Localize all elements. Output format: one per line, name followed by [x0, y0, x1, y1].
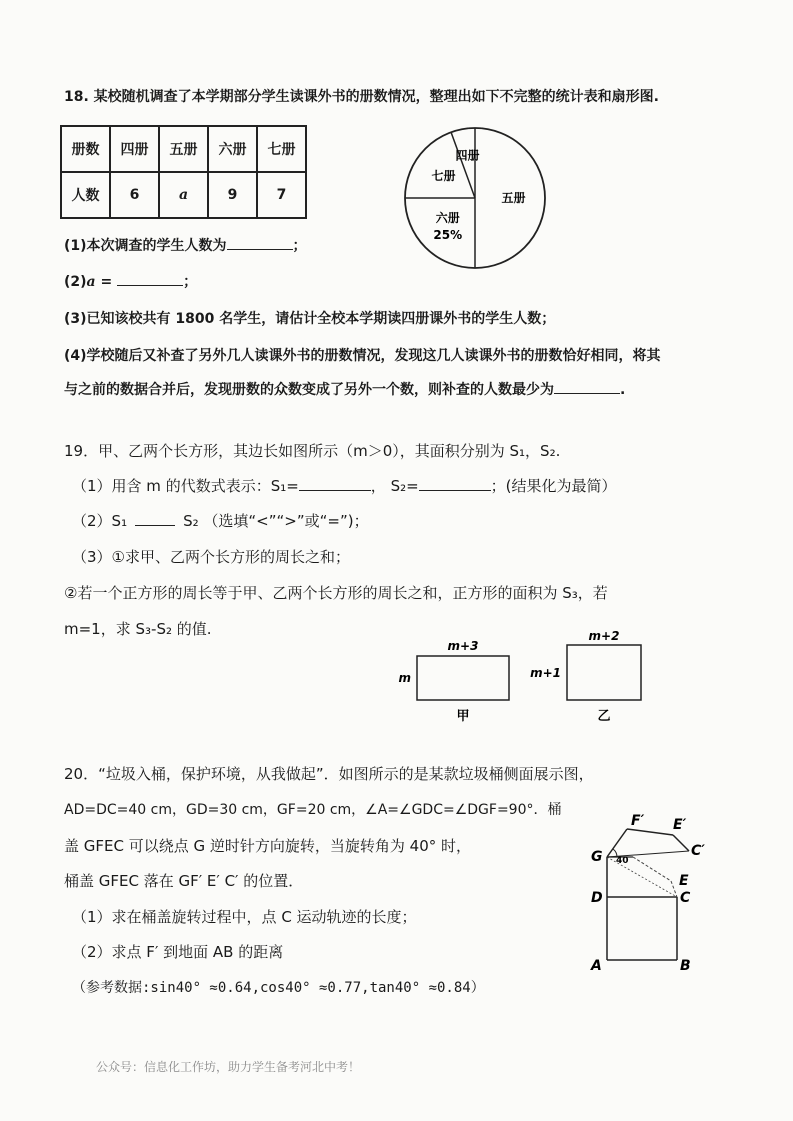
- label-E1: E′: [673, 817, 687, 833]
- table-cell: 六册: [208, 126, 257, 172]
- table-header-row: [61, 126, 306, 172]
- q18-part1-end: ；: [292, 238, 307, 254]
- rectangles-figure: [395, 628, 655, 728]
- pie-slice-boundary: [451, 132, 475, 198]
- q18-part2-var: a: [86, 274, 96, 290]
- q18-part4-line2: [64, 379, 625, 399]
- rect-yi-name: 乙: [597, 709, 611, 724]
- pie-slice-label: 六册: [435, 211, 460, 226]
- q18-part4-end: .: [620, 382, 626, 398]
- table-cell: 五册: [159, 126, 208, 172]
- edge-FE: [633, 857, 671, 881]
- answer-blank: [554, 379, 620, 394]
- edge-E1C1: [673, 835, 689, 851]
- label-F1: F′: [631, 813, 645, 829]
- q18-part2-eq: =: [95, 274, 118, 290]
- q18-part4-line1: (4)学校随后又补查了另外几人读课外书的册数情况，发现这几人读课外书的册数恰好相同，将其: [64, 348, 661, 364]
- q20-reference: （参考数据:sin40° ≈0.64,cos40° ≈0.77,tan40° ≈0.84）: [72, 980, 485, 996]
- footer-text: 公众号：信息化工作坊，助力学生备考河北中考！: [96, 1060, 361, 1074]
- q18-part1: [64, 235, 307, 255]
- q18-part3: (3)已知该校共有 1800 名学生，请估计全校本学期读四册课外书的学生人数；: [64, 311, 556, 327]
- q20-line2: AD=DC=40 cm，GD=30 cm，GF=20 cm，∠A=∠GDC=∠DGF=90°．桶: [64, 802, 562, 818]
- rect-yi-top-label: m+2: [588, 629, 620, 643]
- edge-F1E1: [627, 829, 673, 835]
- label-G: G: [591, 849, 603, 865]
- answer-blank: [117, 271, 183, 286]
- answer-blank: [227, 235, 293, 250]
- q18-part2: [64, 271, 197, 291]
- pie-slice-label: 七册: [431, 168, 456, 183]
- rect-jia-left-label: m: [398, 671, 411, 685]
- label-C1: C′: [691, 843, 705, 859]
- table-cell: a: [159, 172, 208, 218]
- q19-part1-a: （1）用含 m 的代数式表示：S₁=: [72, 477, 299, 495]
- q19-part3: （3）①求甲、乙两个长方形的周长之和；: [72, 548, 350, 566]
- q20-part2: （2）求点 F′ 到地面 AB 的距离: [72, 943, 284, 961]
- stats-table: [60, 125, 307, 219]
- rect-jia: [417, 656, 509, 700]
- table-cell: 9: [208, 172, 257, 218]
- answer-blank: [419, 476, 491, 491]
- q18-title: 18. 某校随机调查了本学期部分学生读课外书的册数情况，整理出如下不完整的统计表和扇形图.: [64, 89, 659, 105]
- answer-blank: [135, 511, 175, 526]
- trash-can-figure: [585, 805, 715, 985]
- label-B: B: [680, 958, 691, 974]
- label-C: C: [680, 890, 691, 906]
- q19-part2-b: S₂ （选填“<”“>”或“=”)；: [183, 512, 369, 530]
- pie-slice-percent: 25%: [433, 228, 463, 243]
- q19-part3b-line2: m=1，求 S₃-S₂ 的值.: [64, 620, 212, 638]
- q20-part1: （1）求在桶盖旋转过程中，点 C 运动轨迹的长度；: [72, 908, 417, 926]
- table-cell: 七册: [257, 126, 306, 172]
- q20-line1: 20．“垃圾入桶，保护环境，从我做起”．如图所示的是某款垃圾桶侧面展示图，: [64, 765, 594, 783]
- rect-yi-left-label: m+1: [530, 666, 561, 680]
- q19-part1: [72, 475, 617, 496]
- q19-part1-b: ， S₂=: [370, 477, 419, 495]
- q19-part2: [72, 510, 369, 531]
- table-cell: 四册: [110, 126, 159, 172]
- rect-yi: [567, 645, 641, 700]
- label-D: D: [591, 890, 603, 906]
- q18-part4-text: 与之前的数据合并后，发现册数的众数变成了另外一个数，则补查的人数最少为: [64, 382, 554, 398]
- q19-part3b-line1: ②若一个正方形的周长等于甲、乙两个长方形的周长之和，正方形的面积为 S₃，若: [64, 584, 608, 602]
- q18-part2-end: ；: [183, 274, 198, 290]
- q18-part2-text: (2): [64, 274, 87, 290]
- table-cell: 册数: [61, 126, 110, 172]
- rect-jia-top-label: m+3: [447, 639, 479, 653]
- q18-part1-text: (1)本次调查的学生人数为: [64, 238, 227, 254]
- table-cell: 7: [257, 172, 306, 218]
- table-cell: 人数: [61, 172, 110, 218]
- q20-line3: 盖 GFEC 可以绕点 G 逆时针方向旋转，当旋转角为 40° 时，: [64, 837, 472, 855]
- pie-slice-label: 四册: [455, 148, 480, 163]
- edge-EC: [671, 881, 677, 897]
- pie-chart: [385, 118, 565, 278]
- rect-jia-name: 甲: [456, 709, 470, 724]
- table-row: [61, 172, 306, 218]
- q19-title: 19．甲、乙两个长方形，其边长如图所示（m＞0），其面积分别为 S₁，S₂.: [64, 442, 561, 460]
- pie-slice-label: 五册: [501, 191, 526, 205]
- q19-part1-c: ；(结果化为最简）: [490, 477, 617, 495]
- label-E: E: [679, 873, 689, 889]
- label-A: A: [591, 958, 602, 974]
- answer-blank: [299, 476, 371, 491]
- q20-line4: 桶盖 GFEC 落在 GF′ E′ C′ 的位置．: [64, 872, 304, 890]
- label-angle: 40: [616, 856, 629, 866]
- edge-GF1: [607, 829, 627, 857]
- q19-part2-a: （2）S₁: [72, 512, 128, 530]
- table-cell: 6: [110, 172, 159, 218]
